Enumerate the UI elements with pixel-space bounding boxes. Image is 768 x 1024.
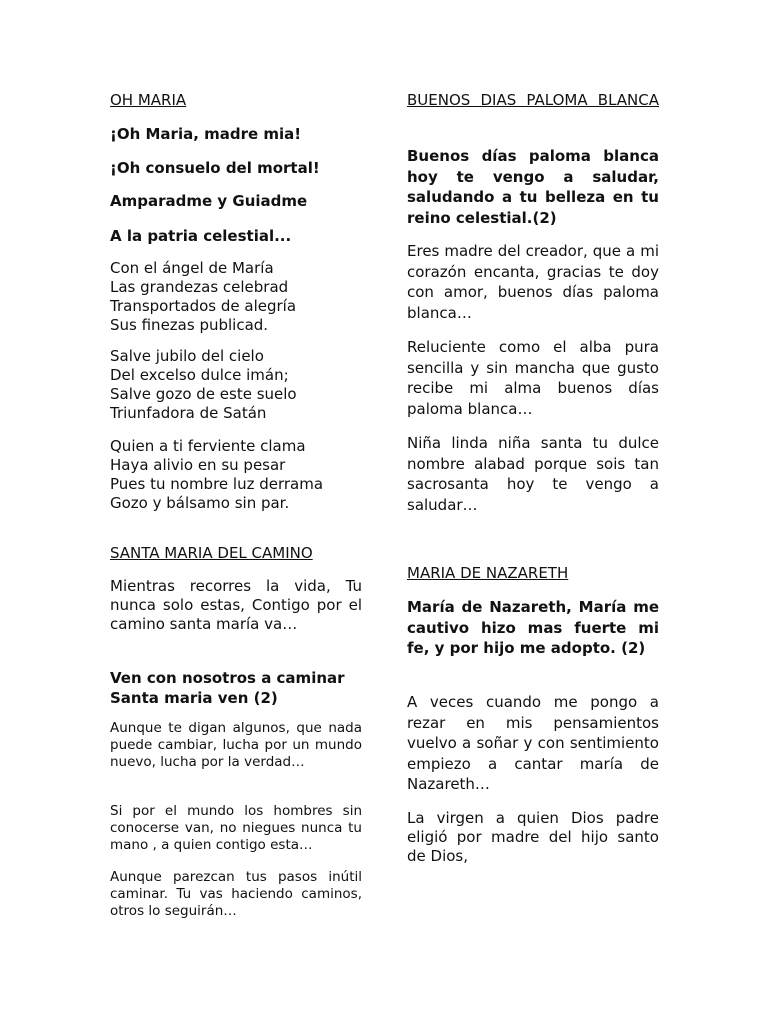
verse-line: Pues tu nombre luz derrama: [110, 475, 324, 493]
chorus: María de Nazareth, María me cautivo hizo mas fuerte mi fe, y por hijo me adopto. (2): [407, 598, 659, 657]
paragraph: Aunque parezcan tus pasos inútil caminar. Tu vas haciendo caminos, otros lo seguirán…: [110, 869, 362, 919]
song-title-oh-maria: OH MARIA: [110, 91, 187, 109]
chorus: Ven con nosotros a caminar Santa maria ven (2): [110, 669, 345, 707]
stanza: [110, 259, 362, 335]
paragraph: Reluciente como el alba pura sencilla y sin mancha que gusto recibe mi alma buenos días paloma blanca…: [407, 338, 659, 418]
verse-line: A la patria celestial...: [110, 227, 292, 245]
verse-line: Amparadme y Guiadme: [110, 192, 308, 210]
verse-line: Las grandezas celebrad: [110, 278, 289, 296]
song-title-buenos-dias: BUENOS DIAS PALOMA BLANCA: [407, 91, 659, 109]
verse-line: ¡Oh consuelo del mortal!: [110, 159, 320, 177]
verse-line: Transportados de alegría: [110, 297, 297, 315]
chorus: Buenos días paloma blanca hoy te vengo a saludar, saludando a tu belleza en tu reino celestial.(2): [407, 147, 659, 227]
paragraph: Si por el mundo los hombres sin conocerse van, no niegues nunca tu mano , a quien contigo esta…: [110, 803, 362, 853]
paragraph: A veces cuando me pongo a rezar en mis pensamientos vuelvo a soñar y con sentimiento empiezo a cantar maría de Nazareth…: [407, 693, 659, 793]
verse-line: Del excelso dulce imán;: [110, 366, 289, 384]
stanza: [110, 347, 362, 423]
song-title-santa-maria: SANTA MARIA DEL CAMINO: [110, 544, 313, 562]
stanza: [110, 437, 362, 513]
verse-line: Triunfadora de Satán: [110, 404, 267, 422]
paragraph: Aunque te digan algunos, que nada puede cambiar, lucha por un mundo nuevo, lucha por la verdad…: [110, 720, 362, 770]
song-title-maria-de-nazareth: MARIA DE NAZARETH: [407, 564, 569, 582]
paragraph: Niña linda niña santa tu dulce nombre alabad porque sois tan sacrosanta hoy te vengo a saludar…: [407, 434, 659, 514]
verse-line: ¡Oh Maria, madre mia!: [110, 125, 302, 143]
stanza: Mientras recorres la vida, Tu nunca solo estas, Contigo por el camino santa maría va…: [110, 577, 362, 633]
paragraph: Eres madre del creador, que a mi corazón encanta, gracias te doy con amor, buenos días paloma blanca…: [407, 242, 659, 322]
verse-line: Con el ángel de María: [110, 259, 274, 277]
paragraph: La virgen a quien Dios padre eligió por madre del hijo santo de Dios,: [407, 809, 659, 865]
verse-line: Quien a ti ferviente clama: [110, 437, 306, 455]
verse-line: Salve gozo de este suelo: [110, 385, 297, 403]
verse-line: Gozo y bálsamo sin par.: [110, 494, 290, 512]
verse-line: Salve jubilo del cielo: [110, 347, 264, 365]
verse-line: Sus finezas publicad.: [110, 316, 269, 334]
verse-line: Haya alivio en su pesar: [110, 456, 286, 474]
